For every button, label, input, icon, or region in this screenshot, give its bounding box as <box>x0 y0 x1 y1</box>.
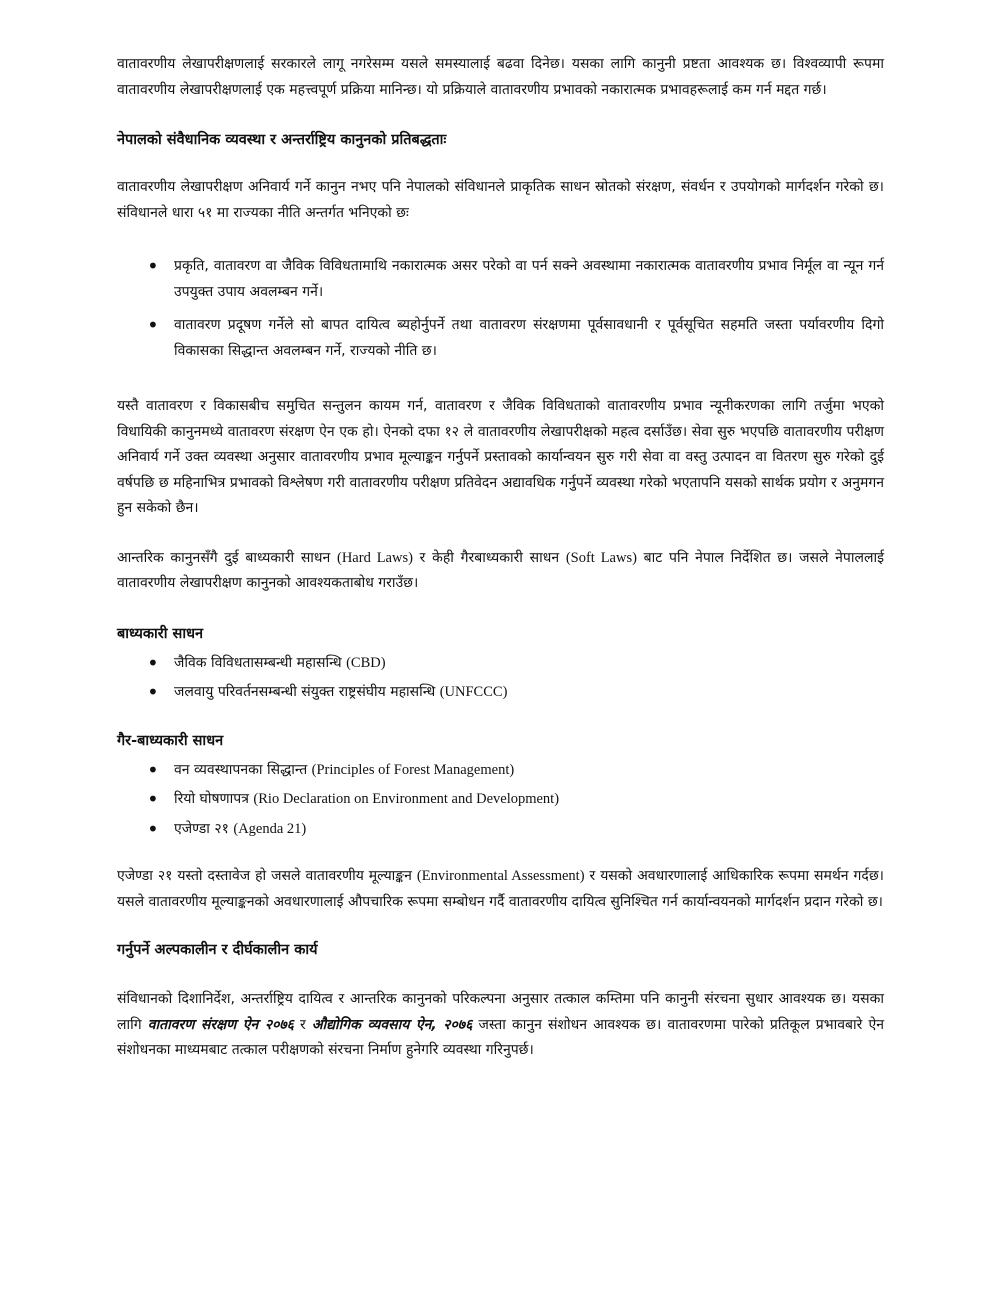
item-label: रियो घोषणापत्र <box>174 791 254 807</box>
environment-act-title: वातावरण संरक्षण ऐन २०७६ <box>147 1016 294 1033</box>
laws-text-3: बाट पनि नेपाल निर्देशित छ। जसले नेपाललाई वातावरणीय लेखापरीक्षण कानुनको आवश्यकताबोध गराउँछ। <box>117 549 884 591</box>
intro-paragraph: वातावरणीय लेखापरीक्षणलाई सरकारले लागू नगरेसम्म यसले समस्यालाई बढवा दिनेछ। यसका लागि कानुनी प्रष्टता आवश्यक छ। विश्वव्यापी रूपमा वातावरणीय लेखापरीक्षणलाई एक महत्त्वपूर्ण प्रक्रिया मानिन्छ। यो प्रक्रियाले वातावरणीय प्रभावको नकारात्मक प्रभावहरूलाई कम गर्न मद्दत गर्छ। <box>117 56 884 98</box>
nonbinding-heading: गैर-बाध्यकारी साधन <box>117 732 224 749</box>
item-label: वन व्यवस्थापनका सिद्धान्त <box>174 761 312 778</box>
agenda-text-1: एजेण्डा २१ यस्तो दस्तावेज हो जसले वातावरणीय मूल्याङ्कन <box>117 868 417 884</box>
list-item <box>117 651 884 677</box>
item-abbr: (Rio Declaration on Environment and Development) <box>253 791 560 807</box>
laws-text-2: र केही गैरबाध्यकारी साधन <box>412 549 566 566</box>
constitution-paragraph: वातावरणीय लेखापरीक्षण अनिवार्य गर्ने कानुन नभए पनि नेपालको संविधानले प्राकृतिक साधन स्रोतको संरक्षण, संवर्धन र उपयोगको मार्गदर्शन गरेको छ। संविधानले धारा ५१ मा राज्यका नीति अन्तर्गत भनिएको छः <box>117 179 884 221</box>
actions-paragraph <box>117 987 884 1064</box>
item-abbr: (UNFCCC) <box>439 684 508 700</box>
list-item <box>117 817 884 843</box>
actions-text-1: संविधानको दिशानिर्देश, अन्तर्राष्ट्रिय दायित्व र आन्तरिक कानुनको परिकल्पना अनुसार तत्काल कम्तिमा पनि कानुनी संरचना सुधार आवश्यक छ। यसका लागि <box>117 991 884 1033</box>
nonbinding-list <box>117 758 884 843</box>
environmental-assessment-term: (Environmental Assessment) <box>416 868 585 884</box>
industrial-act-title: औद्योगिक व्यवसाय ऐन, २०७६ <box>311 1016 473 1033</box>
agenda-paragraph <box>117 864 884 915</box>
list-item <box>117 758 884 784</box>
list-item: • प्रकृति, वातावरण वा जैविक विविधतामाथि नकारात्मक असर परेको वा पर्न सक्ने अवस्थामा नकारात्मक वातावरणीय प्रभाव निर्मूल वा न्यून गर्न उपयुक्त उपाय अवलम्बन गर्ने। <box>117 254 884 305</box>
list-item <box>117 680 884 706</box>
policy-bullet-list <box>117 254 884 364</box>
list-item: • वातावरण प्रदूषण गर्नेले सो बापत दायित्व ब्यहोर्नुपर्ने तथा वातावरण संरक्षणमा पूर्वसावधानी र पूर्वसूचित सहमति जस्ता पर्यावरणीय दिगो विकासका सिद्धान्त अवलम्बन गर्ने, राज्यको नीति छ। <box>117 313 884 364</box>
item-abbr: (CBD) <box>346 654 386 671</box>
item-abbr: (Agenda 21) <box>233 820 307 837</box>
balance-paragraph: यस्तै वातावरण र विकासबीच समुचित सन्तुलन कायम गर्न, वातावरण र जैविक विविधताको वातावरणीय प्रभाव न्यूनीकरणका लागि तर्जुमा भएको विधायिकी कानुनमध्ये वातावरण संरक्षण ऐन एक हो। ऐनको दफा १२ ले वातावरणीय लेखापरीक्षको महत्व दर्साउँछ। सेवा सुरु भएपछि वातावरणीय परीक्षण अनिवार्य गर्ने उक्त व्यवस्था अनुसार वातावरणीय प्रभाव मूल्याङ्कन गर्नुपर्ने प्रस्तावको कार्यान्वयन सुरु गरी सेवा वा वस्तु उत्पादन वा वितरण सुरु गरेको दुई वर्षपछि छ महिनाभित्र प्रभावको विश्लेषण गरी वातावरणीय परीक्षण प्रतिवेदन अद्यावधिक गर्नुपर्ने व्यवस्था गरेको भएतापनि यसको सार्थक प्रयोग र अनुमगन हुन सकेको छैन। <box>117 398 884 516</box>
list-item <box>117 787 884 813</box>
item-abbr: (Principles of Forest Management) <box>311 761 515 778</box>
actions-text-2: र <box>293 1016 312 1033</box>
hard-laws-term: (Hard Laws) <box>337 549 413 566</box>
binding-heading: बाध्यकारी साधन <box>117 625 204 642</box>
item-label: एजेण्डा २१ <box>174 820 234 837</box>
actions-heading: गर्नुपर्ने अल्पकालीन र दीर्घकालीन कार्य <box>117 942 318 958</box>
laws-text-1: आन्तरिक कानुनसँगै दुई बाध्यकारी साधन <box>117 549 337 566</box>
constitution-heading: नेपालको संवैधानिक व्यवस्था र अन्तर्राष्ट्रिय कानुनको प्रतिबद्धताः <box>117 132 447 148</box>
item-label: जैविक विविधतासम्बन्धी महासन्धि <box>174 654 347 671</box>
binding-list <box>117 651 884 706</box>
soft-laws-term: (Soft Laws) <box>565 549 637 566</box>
agenda-text-2: र यसको अवधारणालाई आधिकारिक रूपमा समर्थन गर्दछ। यसले वातावरणीय मूल्याङ्कनको अवधारणालाई औपचारिक रूपमा सम्बोधन गर्दै वातावरणीय दायित्व सुनिश्चित गर्न कार्यान्वयनको मार्गदर्शन प्रदान गरेको छ। <box>117 868 884 910</box>
laws-paragraph <box>117 546 884 597</box>
actions-text-3: जस्ता कानुन संशोधन आवश्यक छ। वातावरणमा पारेको प्रतिकूल प्रभावबारे ऐन संशोधनका माध्यमबाट तत्काल परीक्षणको संरचना निर्माण हुनेगरि व्यवस्था गरिनुपर्छ। <box>117 1016 884 1058</box>
item-label: जलवायु परिवर्तनसम्बन्धी संयुक्त राष्ट्रसंघीय महासन्धि <box>174 684 440 700</box>
